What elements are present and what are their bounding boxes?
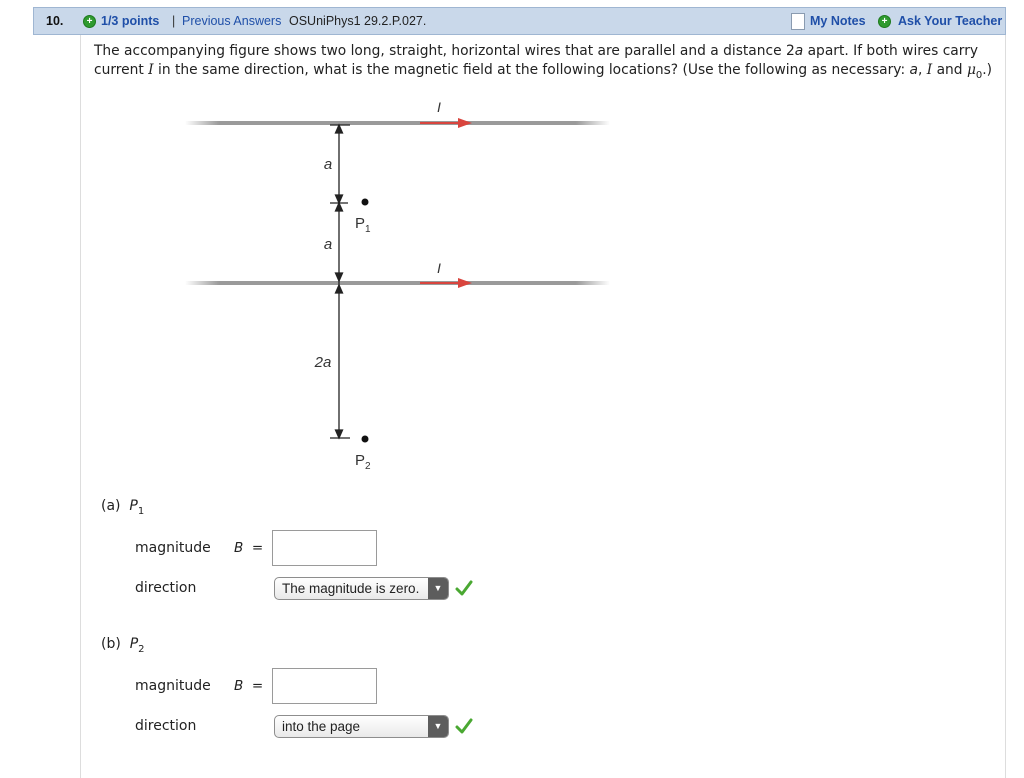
- check-icon: [455, 580, 473, 596]
- dropdown-arrow-icon[interactable]: ▼: [428, 578, 448, 599]
- part-b-magnitude-input[interactable]: [272, 668, 377, 704]
- plus-icon: +: [83, 15, 96, 28]
- part-a-magnitude-input[interactable]: [272, 530, 377, 566]
- my-notes-link[interactable]: My Notes: [810, 14, 866, 28]
- part-a-b-label: B =: [234, 540, 264, 556]
- ask-teacher-link[interactable]: Ask Your Teacher: [898, 14, 1003, 28]
- question-header: [33, 7, 1006, 35]
- dropdown-arrow-icon[interactable]: ▼: [428, 716, 448, 737]
- point-p1-dot: [362, 199, 369, 206]
- wires-figure: [180, 95, 620, 485]
- part-b-label: (b) $P_2$: [101, 636, 145, 655]
- distance-a-lower: a: [323, 236, 333, 253]
- separator: |: [172, 14, 176, 28]
- part-b-direction-value: into the page: [282, 719, 361, 734]
- points-link[interactable]: 1/3 points: [101, 14, 160, 28]
- part-a-magnitude-label: magnitude: [135, 540, 211, 556]
- question-text: The accompanying figure shows two long, straight, horizontal wires that are parallel and a distance 2a apart. If both wires carry current I in the same direction, what is the magnetic field at the following locations? (Use the following as necessary: a, I and $\mu_0$.): [94, 43, 993, 81]
- part-b-magnitude-label: magnitude: [135, 678, 211, 694]
- point-p1-label: $P_1$: [355, 215, 371, 235]
- distance-2a: 2a: [314, 354, 332, 371]
- part-b-b-label: B =: [234, 678, 264, 694]
- bottom-wire: [185, 281, 610, 285]
- part-a-direction-value: The magnitude is zero.: [282, 581, 420, 596]
- question-id: OSUniPhys1 29.2.P.027.: [289, 14, 427, 28]
- part-b-direction-select[interactable]: [274, 715, 449, 738]
- previous-answers-link[interactable]: Previous Answers: [182, 14, 282, 28]
- check-icon: [455, 718, 473, 734]
- part-a-label: (a) $P_1$: [101, 498, 145, 517]
- notes-icon[interactable]: [791, 13, 805, 30]
- distance-a-upper: a: [323, 156, 333, 173]
- question-number: 10.: [46, 14, 64, 28]
- part-a-direction-label: direction: [135, 580, 197, 596]
- top-wire: [185, 121, 610, 125]
- plus-icon[interactable]: +: [878, 15, 891, 28]
- current-label-top: I: [437, 99, 441, 115]
- current-arrow-bottom: [420, 278, 472, 288]
- point-p2-dot: [362, 436, 369, 443]
- current-arrow-top: [420, 118, 472, 128]
- current-label-bottom: I: [437, 260, 441, 276]
- part-a-direction-select[interactable]: [274, 577, 449, 600]
- point-p2-label: $P_2$: [355, 452, 371, 472]
- part-b-direction-label: direction: [135, 718, 197, 734]
